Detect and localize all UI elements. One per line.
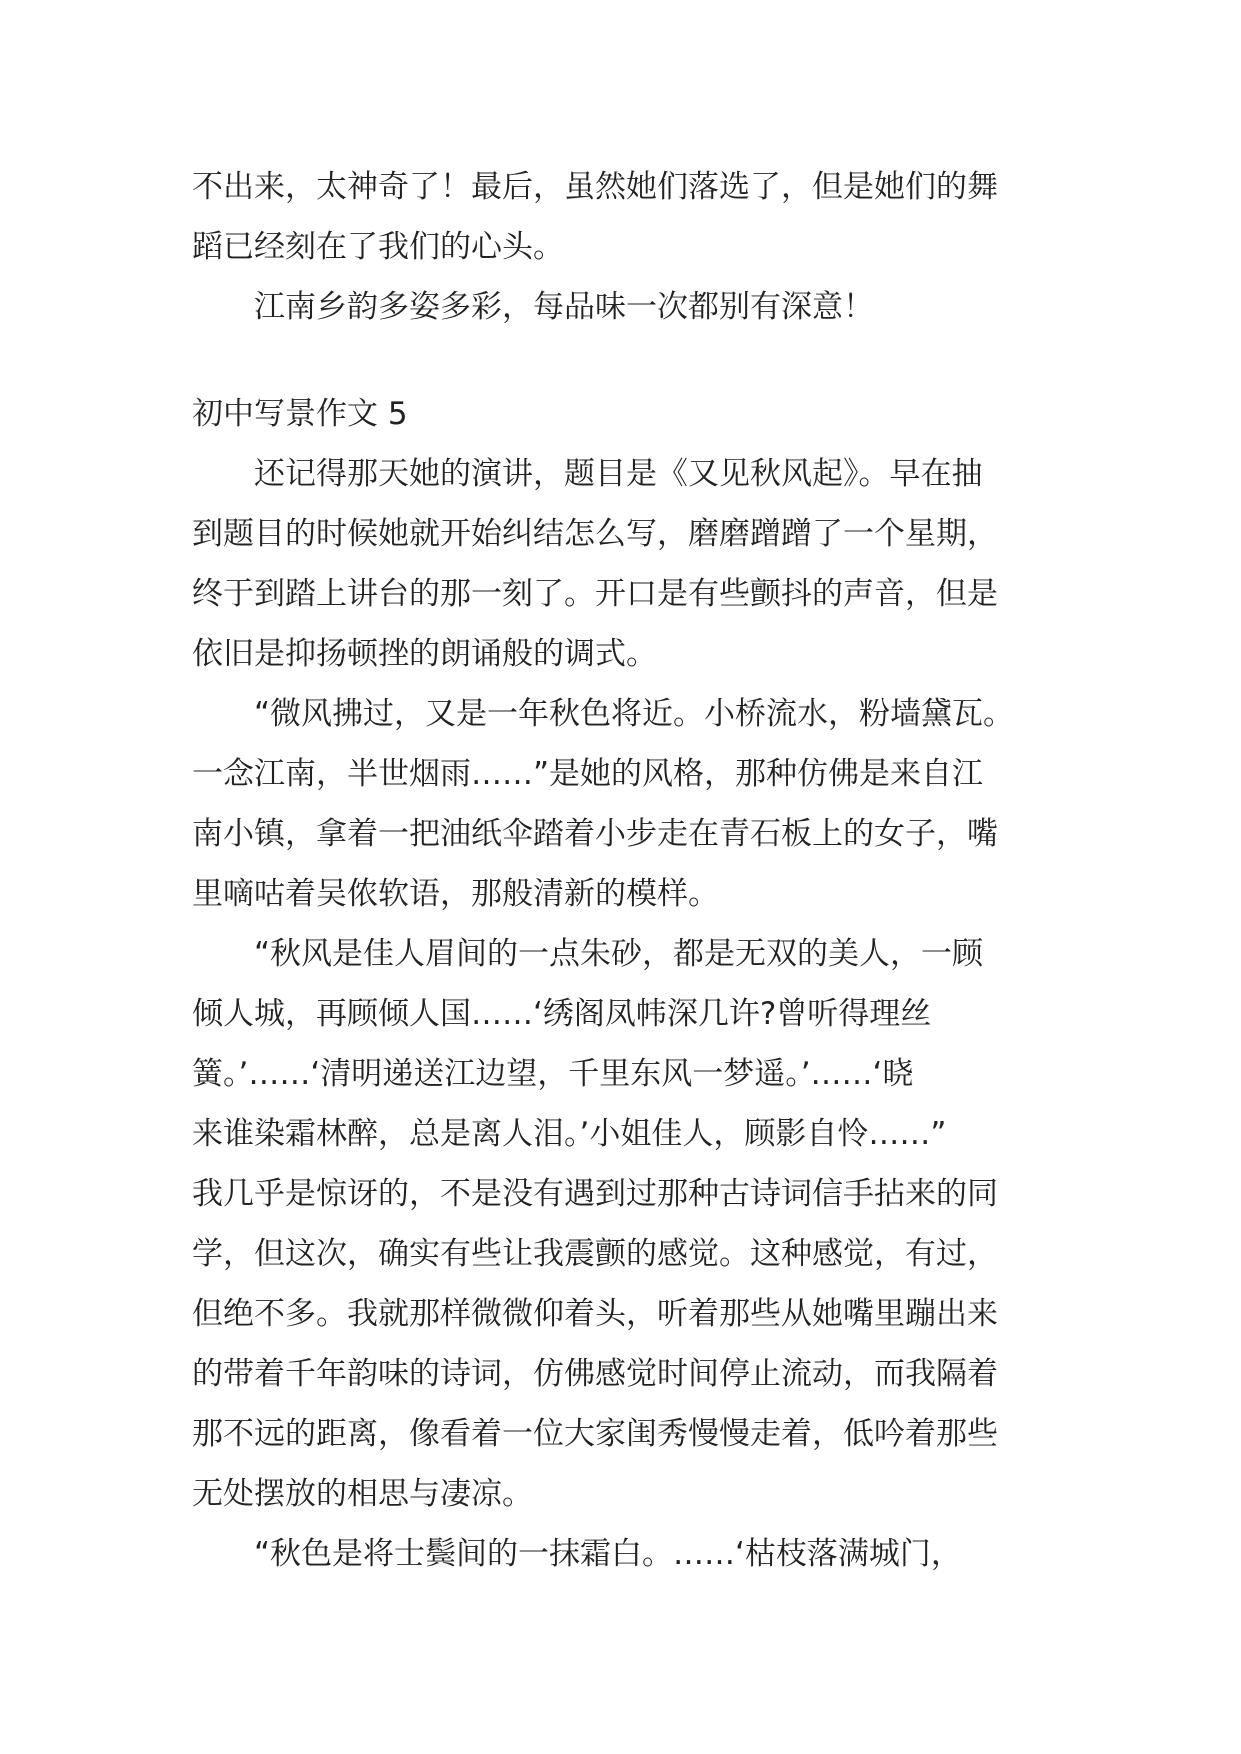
section-heading: 初中写景作文 5 xyxy=(192,396,408,432)
text-line: 终于到踏上讲台的那一刻了。开口是有些颤抖的声音，但是 xyxy=(192,576,998,612)
text-line: 依旧是抑扬顿挫的朗诵般的调式。 xyxy=(192,636,657,672)
text-line: 到题目的时候她就开始纠结怎么写，磨磨蹭蹭了一个星期， xyxy=(192,516,998,552)
text-line: 学，但这次，确实有些让我震颤的感觉。这种感觉，有过， xyxy=(192,1236,998,1272)
text-line: “秋色是将士鬓间的一抹霜白。……‘枯枝落满城门， xyxy=(192,1536,962,1572)
text-line: 不出来，太神奇了！最后，虽然她们落选了，但是她们的舞 xyxy=(192,169,998,205)
text-line: 江南乡韵多姿多彩，每品味一次都别有深意！ xyxy=(192,289,874,325)
text-line: 的带着千年韵味的诗词，仿佛感觉时间停止流动，而我隔着 xyxy=(192,1356,998,1392)
text-line: 还记得那天她的演讲，题目是《又见秋风起》。早在抽 xyxy=(192,456,983,492)
text-line: 蹈已经刻在了我们的心头。 xyxy=(192,229,564,265)
text-line: 簧。’……‘清明递送江边望，千里东风一梦遥。’……‘晓 xyxy=(192,1056,914,1092)
text-line: 南小镇，拿着一把油纸伞踏着小步走在青石板上的女子，嘴 xyxy=(192,816,998,852)
text-line: 我几乎是惊讶的，不是没有遇到过那种古诗词信手拈来的同 xyxy=(192,1176,998,1212)
text-line: “秋风是佳人眉间的一点朱砂，都是无双的美人，一顾 xyxy=(192,936,984,972)
text-line: “微风拂过，又是一年秋色将近。小桥流水，粉墙黛瓦。 xyxy=(192,696,1015,732)
text-line: 来谁染霜林醉，总是离人泪。’小姐佳人，顾影自怜……” xyxy=(192,1116,947,1152)
text-line: 那不远的距离，像看着一位大家闺秀慢慢走着，低吟着那些 xyxy=(192,1416,998,1452)
text-line: 一念江南，半世烟雨……”是她的风格，那种仿佛是来自江 xyxy=(192,756,984,792)
text-line: 但绝不多。我就那样微微仰着头，听着那些从她嘴里蹦出来 xyxy=(192,1296,998,1332)
text-line: 倾人城，再顾倾人国……‘绣阁凤帏深几许?曾听得理丝 xyxy=(192,996,932,1032)
text-line: 无处摆放的相思与凄凉。 xyxy=(192,1476,533,1512)
text-line: 里嘀咕着吴侬软语，那般清新的模样。 xyxy=(192,876,719,912)
